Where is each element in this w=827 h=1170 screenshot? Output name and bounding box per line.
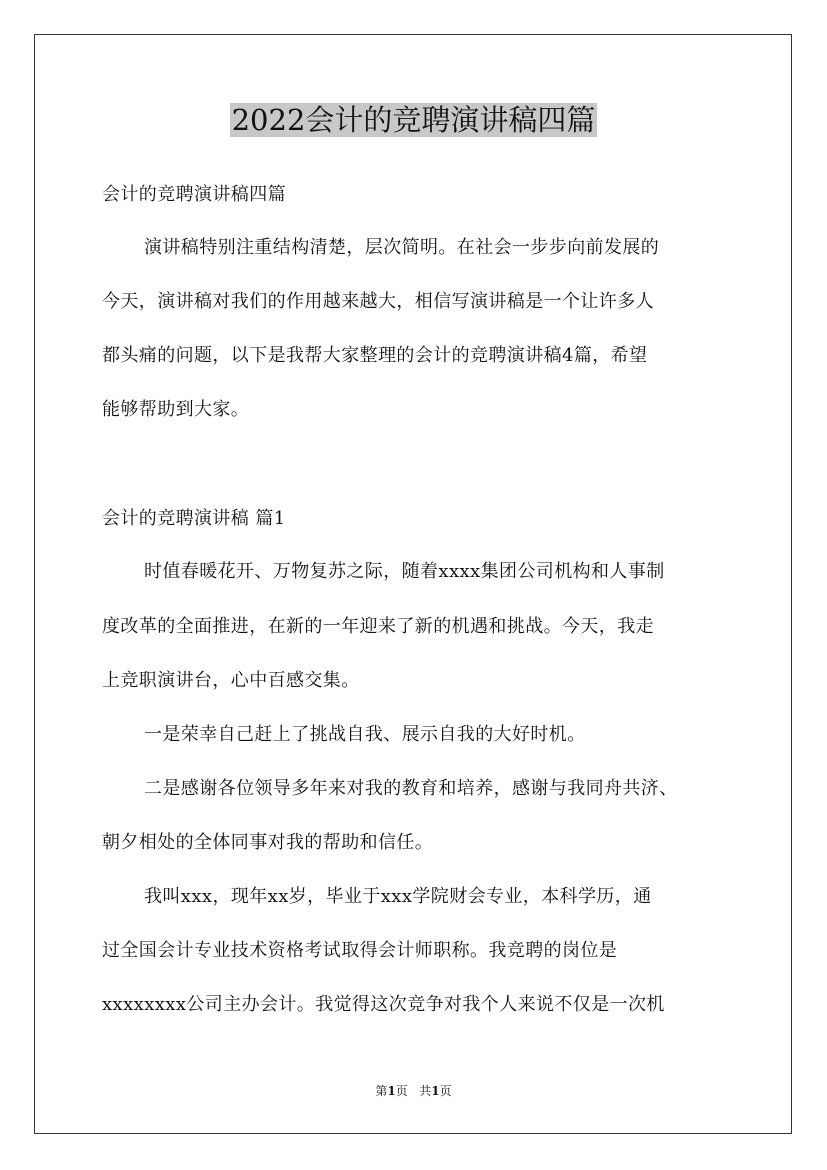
section-line-3: 上竞职演讲台，心中百感交集。	[102, 670, 360, 691]
footer-page-prefix: 第	[375, 1084, 388, 1098]
footer-total-prefix: 共	[419, 1084, 432, 1098]
document-subtitle: 会计的竞聘演讲稿四篇	[102, 184, 286, 205]
section-line-5: 二是感谢各位领导多年来对我的教育和培养，感谢与我同舟共济、	[144, 778, 678, 799]
page-footer	[0, 1083, 827, 1099]
section-line-7: 我叫xxx，现年xx岁，毕业于xxx学院财会专业，本科学历，通	[144, 886, 652, 907]
footer-total-suffix: 页	[439, 1084, 452, 1098]
section-line-1: 时值春暖花开、万物复苏之际，随着xxxx集团公司机构和人事制	[144, 561, 665, 582]
intro-line-4: 能够帮助到大家。	[102, 399, 250, 420]
intro-line-2: 今天，演讲稿对我们的作用越来越大，相信写演讲稿是一个让许多人	[102, 291, 654, 312]
footer-page-suffix: 页	[395, 1084, 408, 1098]
intro-line-3: 都头痛的问题，以下是我帮大家整理的会计的竞聘演讲稿4篇，希望	[102, 345, 648, 366]
section-line-9: xxxxxxxx公司主办会计。我觉得这次竞争对我个人来说不仅是一次机	[102, 994, 665, 1015]
section-line-4: 一是荣幸自己赶上了挑战自我、展示自我的大好时机。	[144, 724, 586, 745]
document-title	[0, 100, 827, 140]
section-line-8: 过全国会计专业技术资格考试取得会计师职称。我竞聘的岗位是	[102, 940, 618, 961]
intro-line-1: 演讲稿特别注重结构清楚，层次简明。在社会一步步向前发展的	[144, 237, 660, 258]
section-line-6: 朝夕相处的全体同事对我的帮助和信任。	[102, 832, 434, 853]
section-line-2: 度改革的全面推进，在新的一年迎来了新的机遇和挑战。今天，我走	[102, 616, 654, 637]
footer-page-number: 1	[387, 1084, 396, 1098]
footer-total-number: 1	[431, 1084, 440, 1098]
document-title-text: 2022会计的竞聘演讲稿四篇	[231, 103, 596, 137]
section-heading: 会计的竞聘演讲稿 篇1	[102, 508, 286, 529]
